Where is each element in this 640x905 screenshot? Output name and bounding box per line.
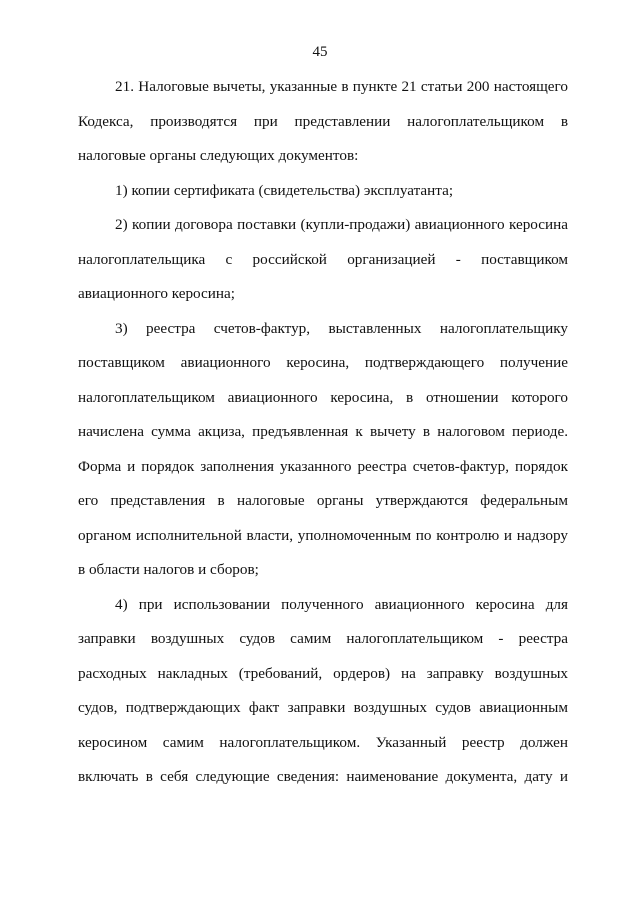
text-line: 1) копии сертификата (свидетельства) эксплуатанта;	[115, 181, 454, 199]
text-line: Кодекса, производятся при представлении налогоплательщиком в	[78, 112, 568, 130]
text-line: начислена сумма акциза, предъявленная к вычету в налоговом периоде.	[78, 423, 568, 440]
text-line: заправки воздушных судов самим налогоплательщиком - реестра	[78, 630, 568, 647]
text-line: включать в себя следующие сведения: наименование документа, дату и	[78, 768, 568, 785]
text-line: 21. Налоговые вычеты, указанные в пункте 21 статьи 200 настоящего	[115, 78, 568, 95]
text-line: авиационного керосина;	[78, 285, 235, 302]
text-line: расходных накладных (требований, ордеров) на заправку воздушных	[78, 664, 568, 682]
text-line: керосином самим налогоплательщиком. Указанный реестр должен	[78, 733, 568, 751]
text-line: 4) при использовании полученного авиационного керосина для	[115, 595, 568, 613]
text-line: налогоплательщика с российской организацией - поставщиком	[78, 250, 568, 268]
text-line: в области налогов и сборов;	[78, 561, 259, 578]
text-line: поставщиком авиационного керосина, подтверждающего получение	[78, 354, 568, 371]
text-line: его представления в налоговые органы утверждаются федеральным	[78, 492, 568, 509]
text-line: налогоплательщиком авиационного керосина, в отношении которого	[78, 388, 568, 406]
text-line: 2) копии договора поставки (купли-продажи) авиационного керосина	[115, 216, 568, 233]
text-line: Форма и порядок заполнения указанного реестра счетов-фактур, порядок	[78, 457, 568, 475]
text-line: судов, подтверждающих факт заправки воздушных судов авиационным	[78, 699, 568, 716]
text-line: органом исполнительной власти, уполномоченным по контролю и надзору	[78, 526, 568, 544]
document-body	[78, 70, 568, 795]
text-line: налоговые органы следующих документов:	[78, 147, 359, 164]
text-line: 3) реестра счетов-фактур, выставленных налогоплательщику	[115, 319, 568, 337]
page-number: 45	[312, 44, 328, 60]
